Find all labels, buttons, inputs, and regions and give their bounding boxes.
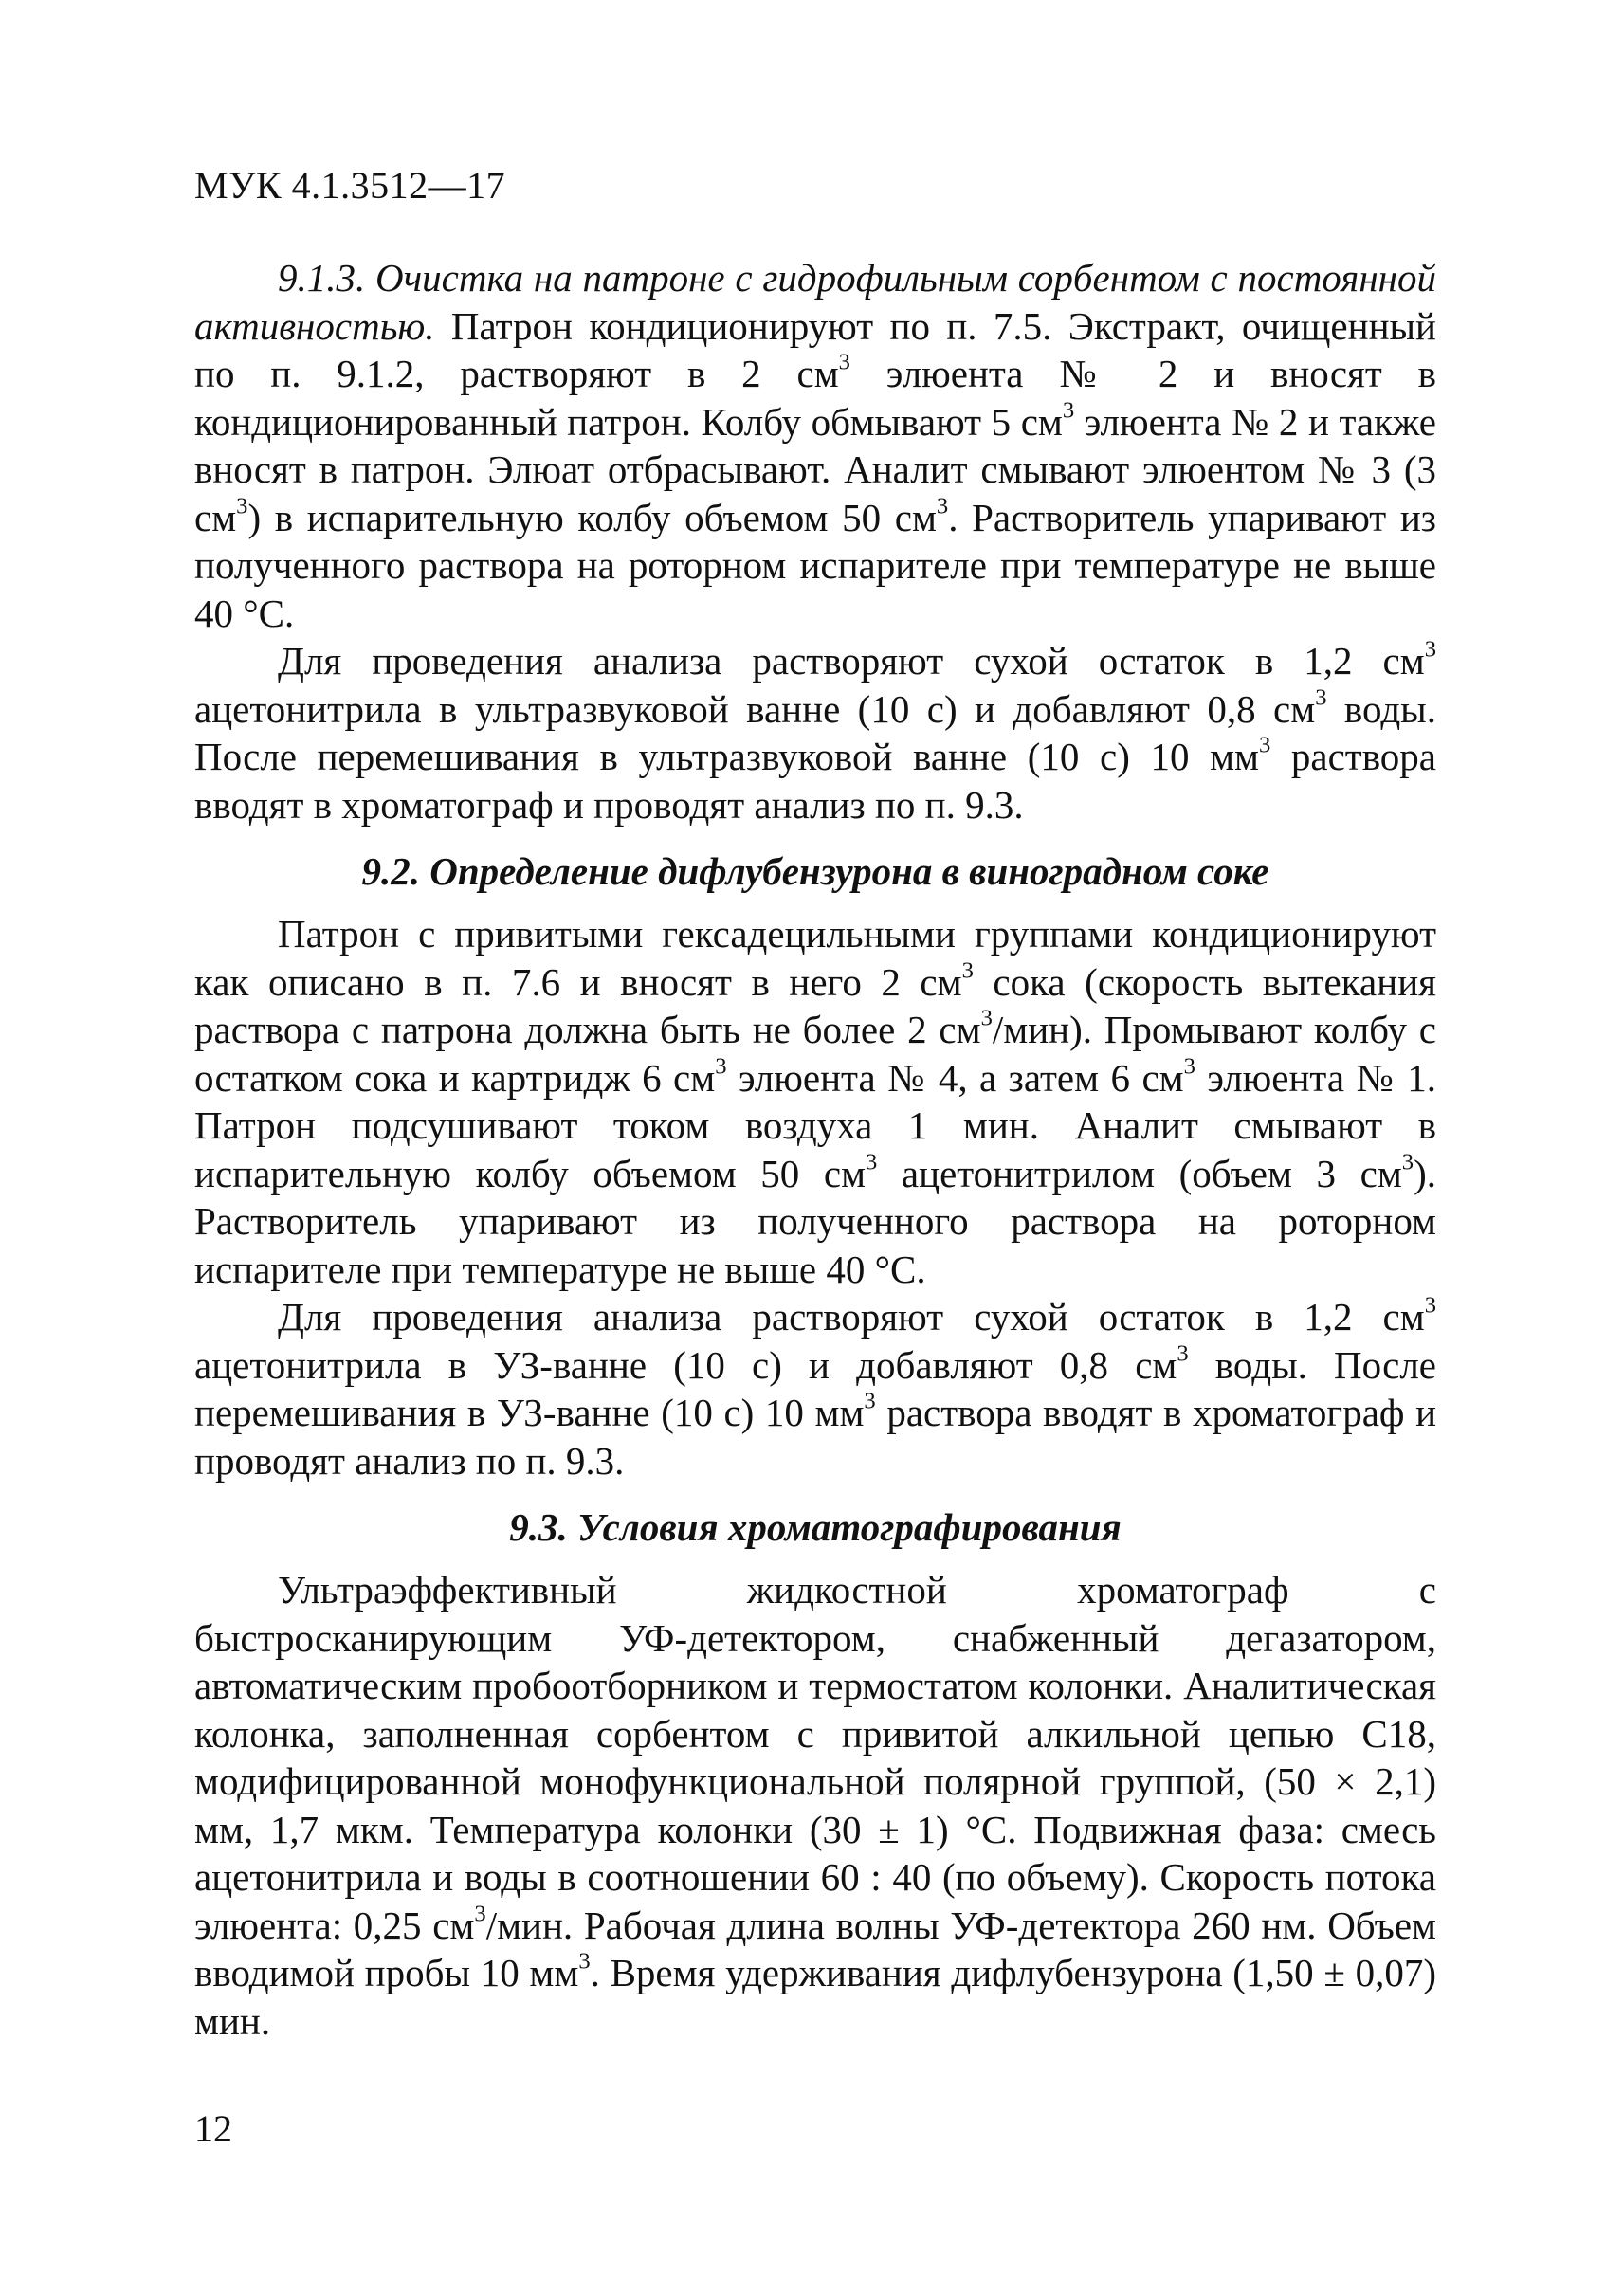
- text-segment: элюента № 2 и вносят в кондиционированный патрон. Колбу обмывают 5 см: [194, 352, 1436, 444]
- paragraph-9-2-analysis: [194, 1293, 1436, 1484]
- text-segment: . Время удерживания дифлубензурона (1,50 ± 0,07) мин.: [194, 1951, 1437, 2043]
- superscript-cube: 3: [936, 493, 949, 519]
- text-segment: воды. После перемешивания в УЗ-ванне (10 с) 10 мм: [194, 1342, 1436, 1434]
- section-heading-9-2: 9.2. Определение дифлубензурона в виноградном соке: [361, 849, 1269, 893]
- superscript-cube: 3: [866, 1149, 878, 1175]
- text-segment: ацетонитрила в УЗ-ванне (10 с) и добавляют 0,8 см: [194, 1342, 1177, 1387]
- text-segment: ) в испарительную колбу объемом 50 см: [247, 495, 937, 539]
- text-segment: ). Растворитель упаривают из полученного раствора на роторном испарителе при температуре не выше 40 °С.: [194, 1151, 1436, 1291]
- text-segment: Патрон кондиционируют по п. 7.5. Экстракт, очищенный по п. 9.1.2, растворяют в 2 см: [194, 303, 1436, 395]
- text-segment: воды. После перемешивания в ультразвуковой ванне (10 с) 10 мм: [194, 686, 1436, 778]
- superscript-cube: 3: [578, 1948, 591, 1975]
- paragraph-9-2-preparation: [194, 910, 1436, 1293]
- document-code: МУК 4.1.3512—17: [194, 164, 506, 207]
- text-segment: Для проведения анализа растворяют сухой остаток в 1,2 см: [278, 639, 1425, 683]
- text-segment: /мин. Рабочая длина волны УФ-детектора 260 нм. Объем вводимой пробы 10 мм: [194, 1903, 1436, 1994]
- paragraph-9-1-3-cleanup: [194, 254, 1436, 637]
- text-segment: . Растворитель упаривают из полученного раствора на роторном испарителе при температуре не выше 40 °С.: [194, 495, 1436, 635]
- text-segment: элюента № 1. Патрон подсушивают током воздуха 1 мин. Аналит смывают в испарительную колбу объемом 50 см: [194, 1055, 1436, 1195]
- superscript-cube: 3: [1183, 1053, 1195, 1080]
- superscript-cube: 3: [715, 1053, 727, 1080]
- text-segment: Для проведения анализа растворяют сухой остаток в 1,2 см: [278, 1295, 1425, 1339]
- subsection-9-1-3-lead: 9.1.3. Очистка на патроне с гидрофильным сорбентом с постоянной активностью.: [194, 256, 1436, 348]
- paragraph-9-1-3-analysis: [194, 637, 1436, 829]
- superscript-cube: 3: [961, 957, 974, 984]
- superscript-cube: 3: [1424, 1292, 1436, 1319]
- page-number: 12: [194, 2107, 232, 2150]
- text-segment: раствора вводят в хроматограф и проводят анализ по п. 9.3.: [194, 1391, 1437, 1483]
- text-segment: раствора вводят в хроматограф и проводят анализ по п. 9.3.: [194, 735, 1436, 827]
- text-segment: сока (скорость вытекания раствора с патрона должна быть не более 2 см: [194, 959, 1436, 1051]
- superscript-cube: 3: [1401, 1149, 1414, 1175]
- superscript-cube: 3: [1177, 1340, 1189, 1367]
- text-segment: ацетонитрила в ультразвуковой ванне (10 с) и добавляют 0,8 см: [194, 686, 1316, 731]
- superscript-cube: 3: [864, 1388, 876, 1414]
- text-segment: Патрон с привитыми гексадецильными группами кондиционируют как описано в п. 7.6 и вносят в него 2 см: [194, 912, 1436, 1004]
- superscript-cube: 3: [474, 1901, 486, 1927]
- text-segment: Ультраэффективный жидкостной хроматограф с быстросканирующим УФ-детектором, снабженный дегазатором, автоматическим пробоотборником и термостатом колонки. Аналитическая колонка, заполненная сорбентом с привитой алкильной цепью С18, модифицированной монофункциональной полярной группой, (50 × 2,1) мм, 1,7 мкм. Температура колонки (30 ± 1) °С. Подвижная фаза: смесь ацетонитрила и воды в соотношении 60 : 40 (по объему). Скорость потока элюента: 0,25 см: [194, 1568, 1436, 1947]
- text-segment: /мин). Промывают колбу с остатком сока и картридж 6 см: [194, 1008, 1436, 1100]
- page-content: [194, 254, 1436, 2045]
- text-segment: ацетонитрилом (объем 3 см: [877, 1151, 1402, 1195]
- superscript-cube: 3: [1315, 684, 1327, 711]
- superscript-cube: 3: [236, 493, 248, 519]
- section-heading-9-3: 9.3. Условия хроматографирования: [509, 1505, 1122, 1549]
- text-segment: элюента № 4, а затем 6 см: [726, 1055, 1184, 1100]
- superscript-cube: 3: [1424, 636, 1436, 663]
- paragraph-9-3-conditions: [194, 1566, 1436, 2045]
- superscript-cube: 3: [838, 349, 850, 375]
- text-segment: элюента № 2 и также вносят в патрон. Элюат отбрасывают. Аналит смывают элюентом № 3 (3 см: [194, 399, 1437, 539]
- superscript-cube: 3: [1258, 732, 1271, 758]
- superscript-cube: 3: [980, 1005, 993, 1031]
- superscript-cube: 3: [1062, 397, 1075, 424]
